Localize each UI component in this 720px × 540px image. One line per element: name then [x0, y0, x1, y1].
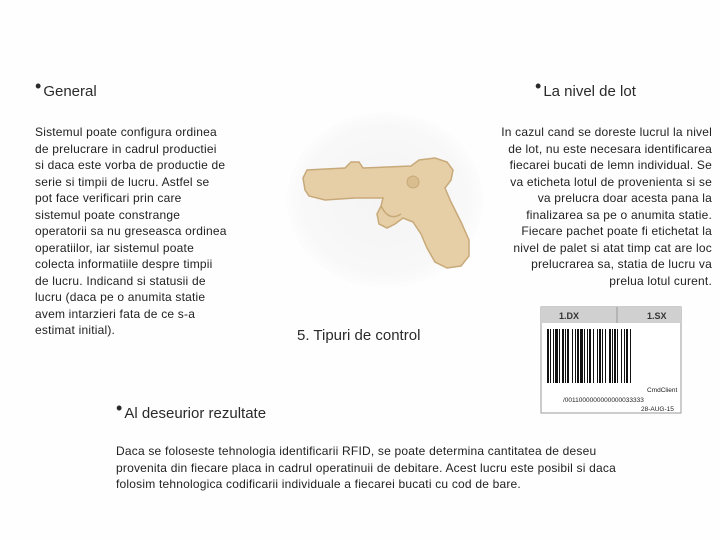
- label-code: /0011000000000000033333: [563, 397, 644, 404]
- paragraph-line: de prelucrare in cadrul productiei: [35, 141, 217, 156]
- label-date: 28-AUG-15: [641, 406, 674, 413]
- paragraph-line: de lot, nu este necesara identificarea: [508, 141, 712, 156]
- paragraph-line: serie si timpii de lucru. Astfel se: [35, 174, 210, 189]
- general-heading-label: General: [43, 83, 97, 100]
- bullet-icon: •: [35, 76, 42, 96]
- paragraph-line: finalizarea sa pe o anumita statie.: [526, 207, 712, 222]
- lot-heading: [535, 76, 636, 101]
- paragraph-line: prelua lotul curent.: [609, 273, 712, 288]
- paragraph-line: estimat initial).: [35, 323, 116, 337]
- paragraph-line: lucru (daca pe o anumita statie: [35, 290, 206, 304]
- label-top-left: 1.DX: [559, 311, 580, 321]
- bullet-icon: •: [116, 398, 123, 418]
- lot-paragraph: [490, 124, 712, 289]
- paragraph-line: de lucru. Indicand si statusii de: [35, 273, 206, 288]
- paragraph-line: folosim tehnologica codificarii individuale a fiecarei bucati cu cod de bare.: [116, 477, 521, 491]
- paragraph-line: Sistemul poate configura ordinea: [35, 125, 217, 139]
- paragraph-line: Daca se foloseste tehnologia identificarii RFID, se poate determina cantitatea de deseu: [116, 444, 597, 458]
- paragraph-line: colecta informatiile despre timpii: [35, 257, 213, 271]
- waste-heading: [116, 398, 267, 423]
- paragraph-line: sistemul poate constrange: [35, 207, 181, 222]
- paragraph-line: provenita din fiecare placa in cadrul operatinuii de debitare. Acest lucru este posibil si daca: [116, 460, 616, 475]
- barcode-label-image: [535, 305, 685, 417]
- paragraph-line: va eticheta lotul de provenienta si se: [510, 174, 712, 189]
- paragraph-line: pot face verificari prin care: [35, 191, 182, 205]
- page-title: 5. Tipuri de control: [297, 327, 421, 344]
- label-client: CmdClient: [647, 387, 678, 394]
- paragraph-line: va prelucra doar acesta pana la: [537, 191, 712, 205]
- paragraph-line: operatorii sa nu greseasca ordinea: [35, 224, 227, 238]
- label-top-right: 1.SX: [647, 311, 667, 321]
- waste-heading-label: Al deseurior rezultate: [124, 405, 267, 422]
- paragraph-line: fiecarei bucati de lemn individual. Se: [509, 158, 712, 172]
- paragraph-line: nivel de palet si atat timp cat are loc: [513, 240, 712, 255]
- paragraph-line: In cazul cand se doreste lucrul la nivel: [501, 125, 712, 139]
- paragraph-line: si daca este vorba de productie de: [35, 158, 226, 172]
- lot-heading-label: La nivel de lot: [543, 83, 636, 100]
- general-paragraph: [35, 124, 240, 339]
- paragraph-line: avem intarzieri fata de ce s-a: [35, 306, 196, 321]
- waste-paragraph: [116, 443, 646, 493]
- paragraph-line: operatiilor, iar sistemul poate: [35, 240, 194, 255]
- paragraph-line: Fiecare pachet poate fi etichetat la: [521, 224, 712, 238]
- wooden-revolver-image: [285, 110, 485, 290]
- general-heading: [35, 76, 97, 101]
- paragraph-line: prelucrarea sa, statia de lucru va: [531, 257, 712, 271]
- bullet-icon: •: [535, 76, 542, 96]
